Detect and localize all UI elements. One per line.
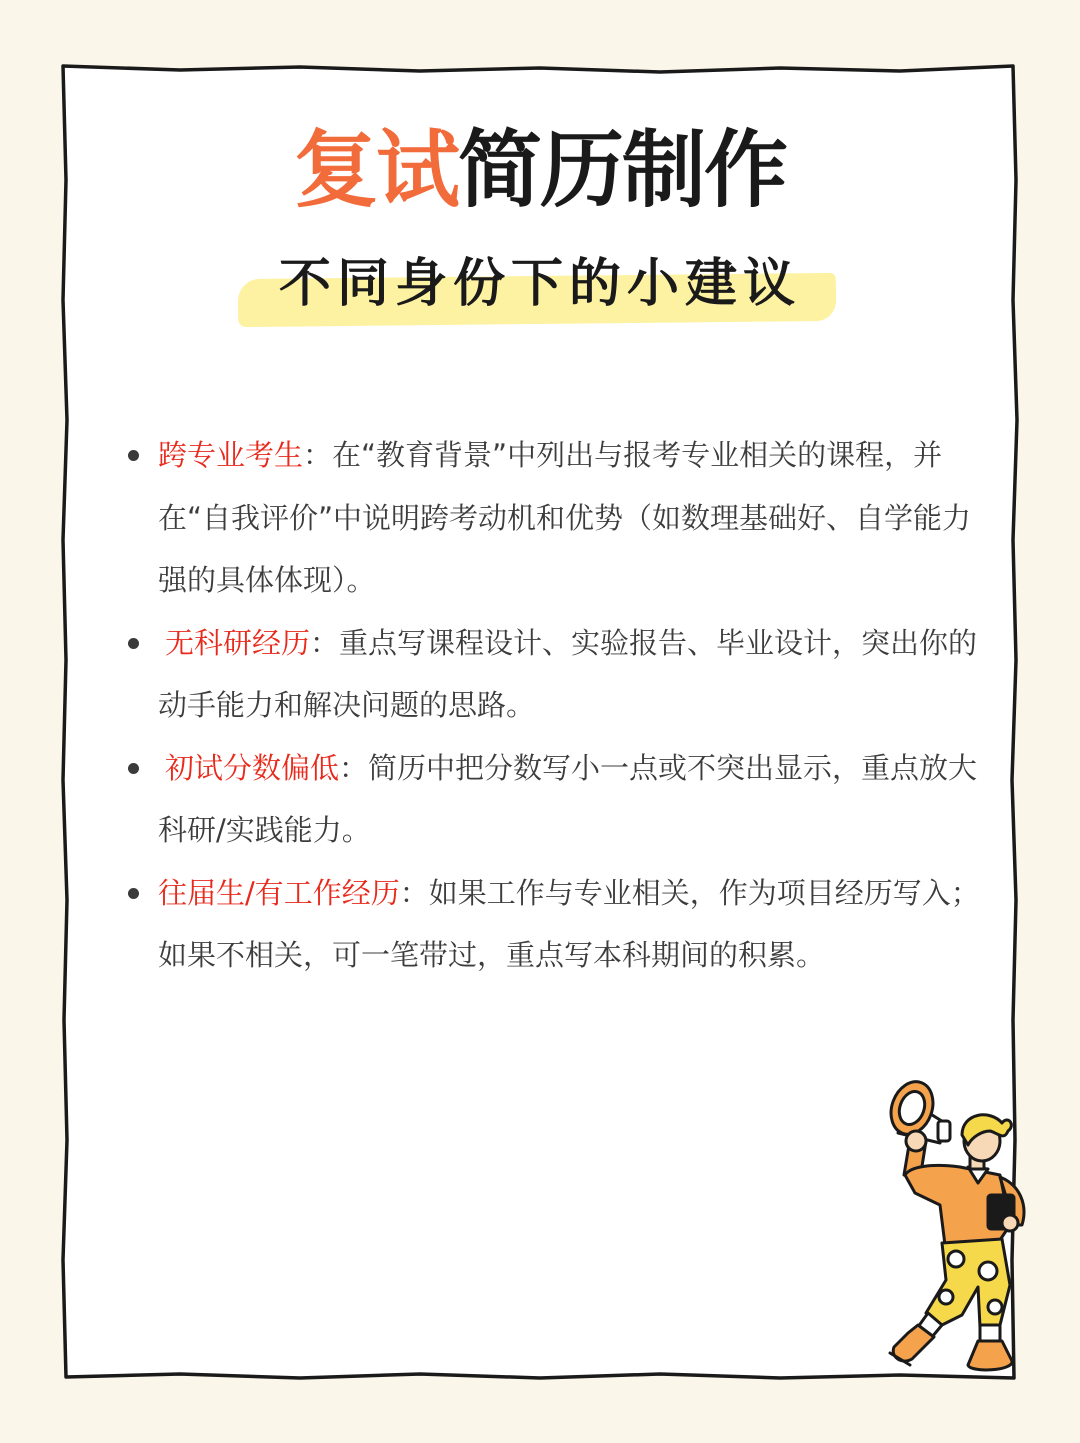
bullet-text: 简历中把分数写小一点或不突出显示，重点放大科研/实践能力。	[158, 750, 978, 847]
bullet-dot-icon	[128, 763, 139, 774]
bullet-keyword: 无科研经历	[165, 625, 311, 660]
title-accent: 复试	[293, 121, 458, 219]
bullet-separator: ：	[339, 750, 369, 785]
bullet-keyword: 往届生/有工作经历	[158, 875, 400, 910]
bullet-text: 如果工作与专业相关，作为项目经历写入；如果不相关，可一笔带过，重点写本科期间的积累。	[158, 875, 980, 972]
bullet-dot-icon	[128, 888, 139, 899]
bullet-separator: ：	[303, 438, 333, 472]
bullet-dot-icon	[128, 638, 139, 649]
list-item	[158, 424, 988, 612]
man-with-megaphone-illustration	[850, 1075, 1070, 1385]
list-item	[158, 862, 988, 987]
page-subtitle: 不同身份下的小建议	[278, 254, 801, 314]
bullet-dot-icon	[128, 450, 139, 461]
bullet-text: 重点写课程设计、实验报告、毕业设计，突出你的动手能力和解决问题的思路。	[158, 625, 978, 722]
bullet-separator: ：	[310, 625, 340, 660]
list-item	[158, 737, 988, 862]
bullet-text: 在“教育背景”中列出与报考专业相关的课程，并在“自我评价”中说明跨考动机和优势（如数理基础好、自学能力强的具体体现）。	[158, 438, 972, 597]
title-main: 简历制作	[458, 121, 787, 219]
bullet-separator: ：	[399, 875, 429, 910]
bullet-keyword: 跨专业考生	[158, 438, 304, 472]
bullet-keyword: 初试分数偏低	[165, 750, 340, 785]
page-title	[0, 121, 1080, 219]
tips-list	[158, 424, 988, 987]
list-item	[158, 612, 988, 737]
